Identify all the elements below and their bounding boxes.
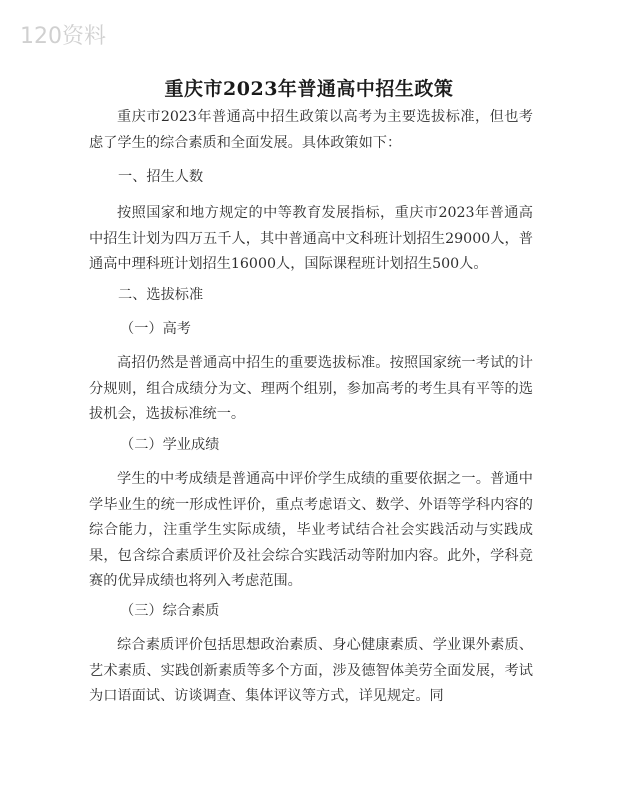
section-heading-criteria: 二、选拔标准 bbox=[118, 287, 204, 303]
academic-paragraph: 学生的中考成绩是普通高中评价学生成绩的重要依据之一。普通中学毕业生的统一形成性评价，重点考虑语文、数学、外语等学科内容的综合能力，注重学生实际成绩，毕业考试结合社会实践活动与实践成果，包含综合素质评价及社会综合实践活动等附加内容。此外，学科竞赛的优异成绩也将列入考虑范围。 bbox=[89, 471, 533, 589]
section-heading-enrollment: 一、招生人数 bbox=[118, 169, 204, 185]
subsection-heading-academic: （二）学业成绩 bbox=[120, 437, 220, 453]
page-title: 重庆市2023年普通高中招生政策 bbox=[164, 78, 454, 100]
enrollment-paragraph: 按照国家和地方规定的中等教育发展指标，重庆市2023年普通高中招生计划为四万五千人，其中普通高中文科班计划招生29000人，普通高中理科班计划招生16000人，国际课程班计划招生500人。 bbox=[89, 205, 533, 272]
subsection-heading-gaokao: （一）高考 bbox=[120, 321, 191, 337]
intro-paragraph: 重庆市2023年普通高中招生政策以高考为主要选拔标准，但也考虑了学生的综合素质和全面发展。具体政策如下： bbox=[89, 109, 533, 151]
quality-paragraph: 综合素质评价包括思想政治素质、身心健康素质、学业课外素质、艺术素质、实践创新素质等多个方面，涉及德智体美劳全面发展，考试为口语面试、访谈调查、集体评议等方式，详见规定。同 bbox=[89, 637, 533, 704]
gaokao-paragraph: 高招仍然是普通高中招生的重要选拔标准。按照国家统一考试的计分规则，组合成绩分为文、理两个组别，参加高考的考生具有平等的选拔机会，选拔标准统一。 bbox=[89, 355, 533, 422]
watermark-logo: 120资料 bbox=[20, 24, 106, 49]
subsection-heading-quality: （三）综合素质 bbox=[120, 603, 220, 619]
